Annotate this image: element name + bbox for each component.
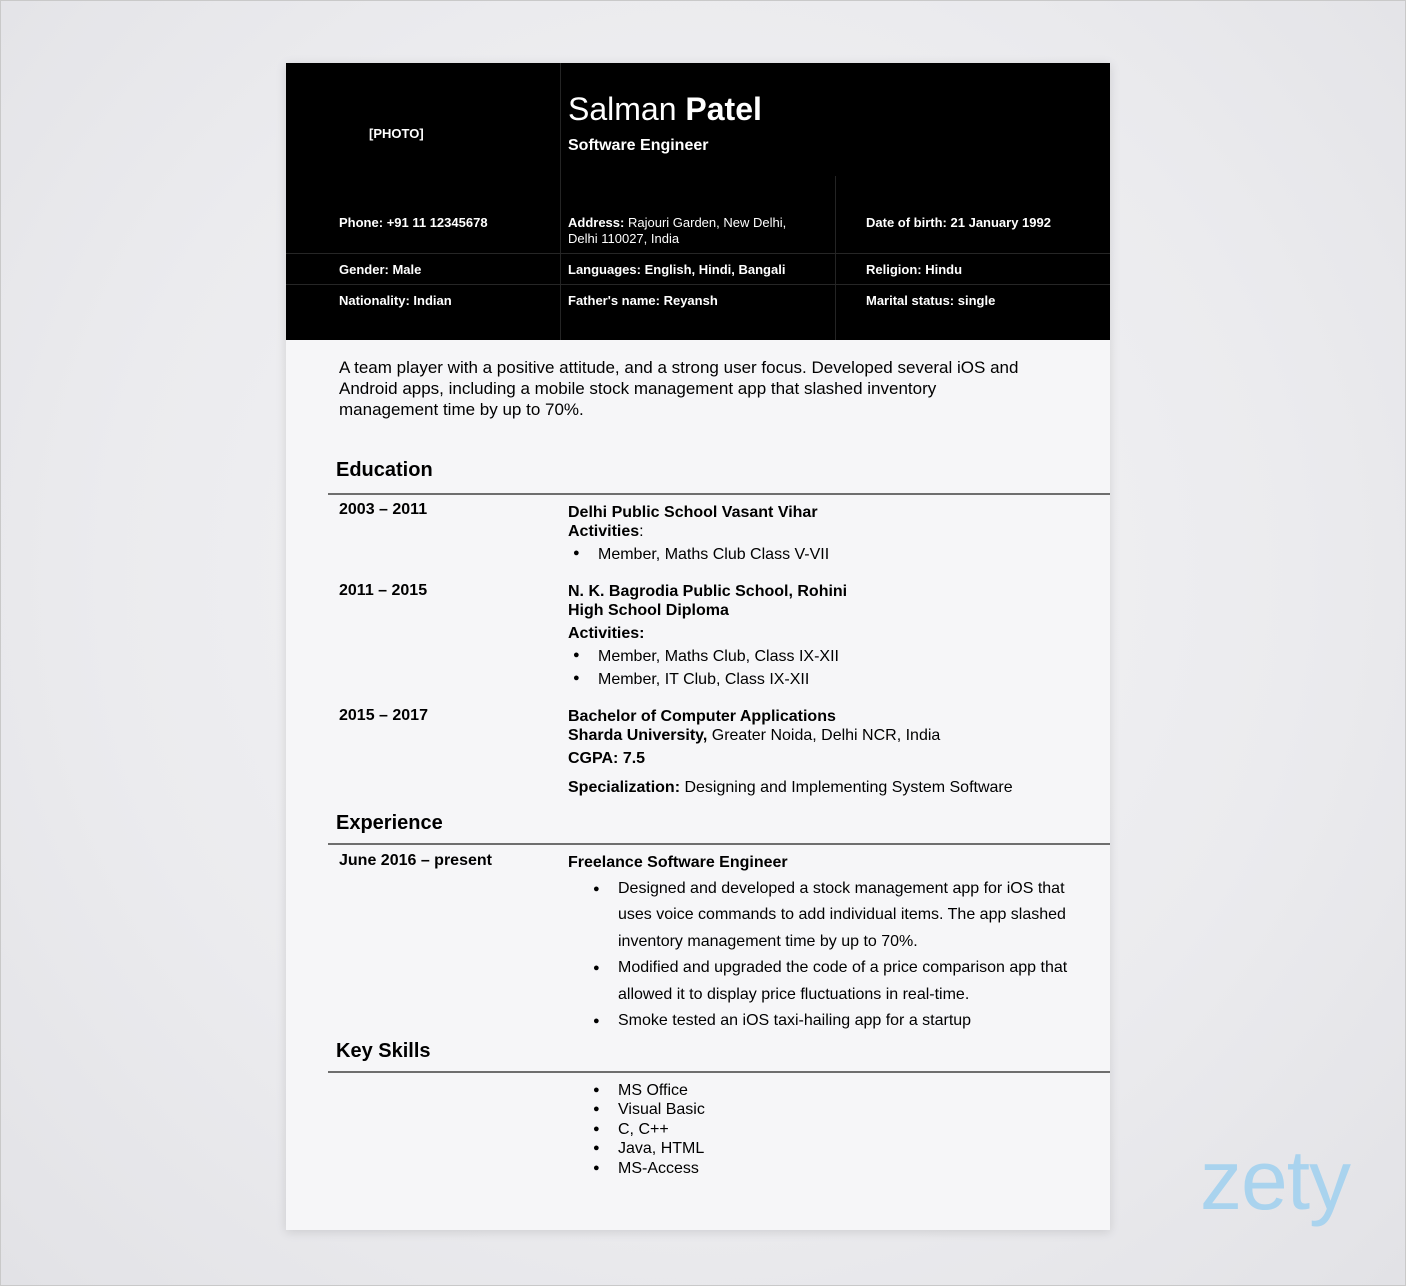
skill-item: ● C, C++ [618,1120,705,1139]
father-label: Father's name: [568,293,660,308]
summary-line: A team player with a positive attitude, and a strong user focus. Developed several iOS and [339,358,1019,377]
gender-label: Gender: [339,262,389,277]
last-name: Patel [685,91,762,127]
degree-name: Bachelor of Computer Applications [568,708,836,725]
nationality-label: Nationality: [339,293,410,308]
activity-item: ● Member, IT Club, Class IX-XII [598,671,809,689]
diploma-name: High School Diploma [568,602,729,619]
experience-rule [328,843,1110,845]
religion-value: Hindu [925,262,963,277]
cgpa: CGPA: 7.5 [568,750,646,767]
header-row-divider [286,253,1110,254]
father-value: Reyansh [663,293,718,308]
activities-heading: Activities: [568,625,645,642]
nationality-info [339,293,452,309]
resume-header [286,63,1110,340]
marital-info [866,293,995,309]
skills-list [618,1081,705,1178]
education-rule [328,493,1110,495]
summary-line: management time by up to 70%. [339,400,584,419]
gender-value: Male [392,262,422,277]
education-dates: 2003 – 2011 [339,501,428,518]
gender-info [339,262,421,278]
job-title: Software Engineer [568,137,709,154]
profile-summary [339,357,1079,420]
activity-item: ● Member, Maths Club, Class IX-XII [598,648,839,666]
dob-label: Date of birth: [866,215,947,230]
specialization-value: Designing and Implementing System Software [680,779,1013,796]
religion-label: Religion: [866,262,922,277]
experience-bullets [618,876,1078,1034]
skill-item: ● Visual Basic [618,1100,705,1119]
phone-label: Phone: [339,215,384,230]
nationality-value: Indian [413,293,452,308]
activities-label: Activities [568,523,640,540]
experience-bullet: ● Modified and upgraded the code of a price comparison app that allowed it to display price fluctuations in real-time. [618,955,1078,1008]
languages-label: Languages: [568,262,641,277]
activities-heading [568,523,644,541]
experience-role: Freelance Software Engineer [568,854,788,871]
resume-page [286,63,1110,1230]
skill-item: ● MS Office [618,1081,705,1100]
university-location: Greater Noida, Delhi NCR, India [707,727,941,744]
activity-item: ● Member, Maths Club Class V-VII [598,546,829,564]
education-dates: 2011 – 2015 [339,582,428,599]
experience-bullet: ● Designed and developed a stock management app for iOS that uses voice commands to add individual items. The app slashed inventory management time by up to 70%. [618,876,1078,955]
phone-info [339,215,488,231]
languages-value: English, Hindi, Bangali [644,262,786,277]
specialization-line [568,779,1013,797]
skills-rule [328,1071,1110,1073]
school-name: N. K. Bagrodia Public School, Rohini [568,583,848,600]
phone-value: +91 11 12345678 [386,215,488,230]
experience-bullet: ● Smoke tested an iOS taxi-hailing app for a startup [618,1008,1078,1034]
specialization-label: Specialization: [568,779,681,796]
address-info [568,215,818,247]
zety-logo: zety [1200,1133,1351,1227]
first-name: Salman [568,91,677,127]
header-divider-right [835,176,836,340]
header-row-divider [286,284,1110,285]
activities-colon: : [639,523,644,540]
address-label: Address: [568,215,625,230]
dob-value: 21 January 1992 [950,215,1051,230]
photo-placeholder: [PHOTO] [369,126,424,141]
marital-value: single [957,293,996,308]
religion-info [866,262,962,278]
summary-line: Android apps, including a mobile stock management app that slashed inventory [339,379,937,398]
experience-heading: Experience [336,812,443,834]
address-line2: Delhi 110027, India [568,231,680,246]
education-dates: 2015 – 2017 [339,707,428,724]
experience-dates: June 2016 – present [339,852,492,869]
skill-item: ● MS-Access [618,1159,705,1178]
header-divider-left [560,63,561,340]
languages-info [568,262,785,278]
candidate-name [568,91,762,128]
father-info [568,293,718,309]
dob-info [866,215,1051,231]
address-line1: Rajouri Garden, New Delhi, [627,215,787,230]
education-heading: Education [336,459,433,481]
marital-label: Marital status: [866,293,955,308]
university-line [568,727,940,745]
university-name: Sharda University, [568,727,708,744]
school-name: Delhi Public School Vasant Vihar [568,504,818,521]
skills-heading: Key Skills [336,1040,431,1062]
skill-item: ● Java, HTML [618,1139,705,1158]
